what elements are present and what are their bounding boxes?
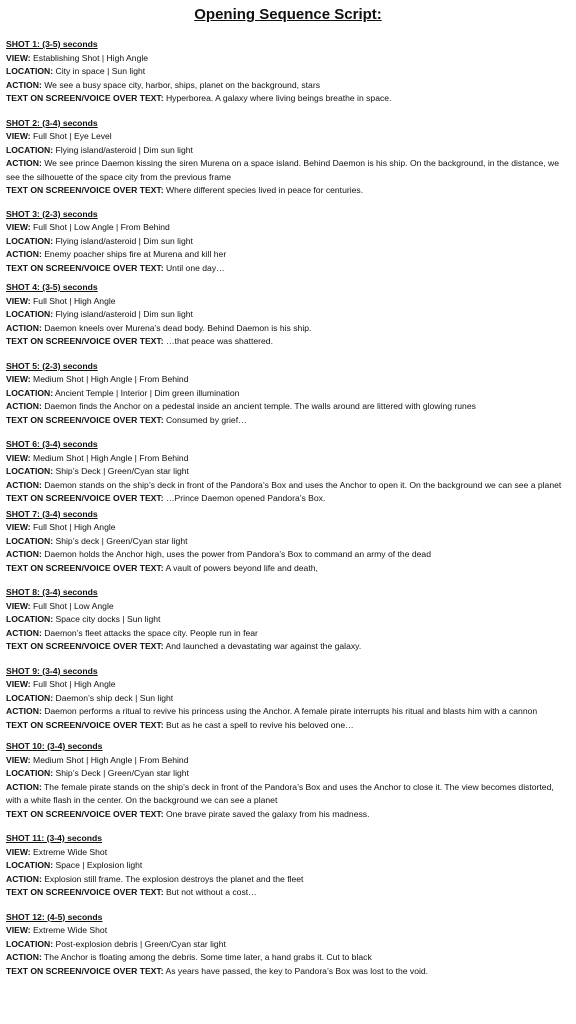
- shot-view-value: Medium Shot | High Angle | From Behind: [30, 754, 189, 765]
- shot-text-line: [6, 92, 570, 106]
- shot-location-label: LOCATION:: [6, 235, 54, 246]
- shot-location-line: [6, 613, 570, 627]
- shot-action-value: We see prince Daemon kissing the siren Murena on a space island. Behind Daemon is his ship. On the background, in the distance, we see the silhouette of the space city from the previous frame: [6, 158, 559, 182]
- shot-text-label: TEXT ON SCREEN/VOICE OVER TEXT:: [6, 185, 164, 195]
- document-title: Opening Sequence Script:: [194, 6, 382, 23]
- shot-text-label: TEXT ON SCREEN/VOICE OVER TEXT:: [6, 93, 164, 103]
- shot-action-value: Daemon holds the Anchor high, uses the power from Pandora’s Box to command an army of the dead: [41, 549, 431, 559]
- shot-view-label: VIEW:: [6, 754, 31, 765]
- shot-location-line: [6, 767, 570, 781]
- shot-view-line: [6, 373, 570, 387]
- shot-view-line: [6, 521, 570, 535]
- shot-action-line: [6, 627, 570, 641]
- shot-text-line: [6, 414, 570, 428]
- shot-location-value: Space | Explosion light: [53, 860, 143, 870]
- shot-location-value: Space city docks | Sun light: [53, 614, 161, 624]
- shot-action-line: [6, 548, 570, 562]
- shot-block: [6, 208, 570, 276]
- shot-view-value: Full Shot | Eye Level: [30, 131, 112, 141]
- shot-view-label: VIEW:: [6, 52, 31, 63]
- shot-view-line: [6, 295, 570, 309]
- shot-heading: SHOT 6: (3-4) seconds: [6, 439, 98, 449]
- shot-view-line: [6, 600, 570, 614]
- shot-action-value: Daemon performs a ritual to revive his princess using the Anchor. A female pirate interrupts his ritual and blasts him with a cannon: [41, 706, 538, 716]
- shot-location-line: [6, 859, 570, 873]
- shot-action-line: [6, 322, 570, 336]
- shot-heading: SHOT 4: (3-5) seconds: [6, 282, 98, 292]
- shot-action-line: [6, 248, 570, 262]
- shot-view-label: VIEW:: [6, 131, 31, 141]
- shot-location-line: [6, 144, 570, 158]
- shot-view-value: Full Shot | Low Angle: [30, 600, 114, 611]
- shot-location-label: LOCATION:: [6, 466, 54, 476]
- shot-text-value: …that peace was shattered.: [163, 336, 273, 346]
- shot-text-label: TEXT ON SCREEN/VOICE OVER TEXT:: [6, 493, 164, 503]
- shot-action-line: [6, 951, 570, 965]
- shot-location-line: [6, 308, 570, 322]
- shot-view-label: VIEW:: [6, 925, 31, 935]
- shot-text-value: Where different species lived in peace for centuries.: [163, 185, 364, 195]
- shot-text-value: But as he cast a spell to revive his beloved one…: [163, 719, 354, 730]
- shot-action-value: Daemon’s fleet attacks the space city. People run in fear: [41, 627, 258, 638]
- shot-action-value: The female pirate stands on the ship’s deck in front of the Pandora’s Box and uses the Anchor to close it. The view becomes distorted, with a white flash in the center. On the background we can see a planet: [6, 781, 554, 805]
- shot-block: [6, 911, 570, 979]
- shot-heading: SHOT 9: (3-4) seconds: [6, 665, 98, 676]
- shot-view-label: VIEW:: [6, 600, 31, 611]
- shot-location-line: [6, 465, 570, 479]
- shot-text-label: TEXT ON SCREEN/VOICE OVER TEXT:: [6, 641, 164, 651]
- shot-block: [6, 117, 570, 198]
- shot-text-line: [6, 184, 570, 198]
- shot-text-label: TEXT ON SCREEN/VOICE OVER TEXT:: [6, 262, 164, 273]
- shot-location-value: Daemon’s ship deck | Sun light: [53, 692, 174, 703]
- shot-view-label: VIEW:: [6, 679, 31, 689]
- shot-action-label: ACTION:: [6, 952, 42, 962]
- shot-text-value: Hyperborea. A galaxy where living beings breathe in space.: [163, 93, 392, 103]
- shot-view-line: [6, 678, 570, 692]
- shot-location-value: Flying island/asteroid | Dim sun light: [53, 144, 193, 155]
- shot-block: [6, 508, 570, 576]
- shot-location-line: [6, 387, 570, 401]
- shot-view-line: [6, 452, 570, 466]
- shot-text-value: And launched a devastating war against the galaxy.: [163, 641, 362, 651]
- shot-text-line: [6, 640, 570, 654]
- shot-view-line: [6, 221, 570, 235]
- shot-location-label: LOCATION:: [6, 860, 54, 870]
- shot-block: [6, 38, 570, 106]
- shot-action-label: ACTION:: [6, 158, 42, 168]
- shot-location-label: LOCATION:: [6, 535, 54, 546]
- shot-view-value: Full Shot | High Angle: [30, 522, 116, 532]
- shot-text-label: TEXT ON SCREEN/VOICE OVER TEXT:: [6, 336, 164, 346]
- shot-location-line: [6, 692, 570, 706]
- shot-location-label: LOCATION:: [6, 387, 54, 398]
- shot-text-value: One brave pirate saved the galaxy from his madness.: [163, 808, 370, 819]
- shot-heading: SHOT 7: (3-4) seconds: [6, 508, 98, 519]
- shot-view-label: VIEW:: [6, 295, 31, 306]
- shot-view-value: Extreme Wide Shot: [30, 925, 108, 935]
- shot-location-label: LOCATION:: [6, 938, 54, 949]
- shot-location-value: Ship’s deck | Green/Cyan star light: [53, 535, 188, 546]
- shot-action-line: [6, 400, 570, 414]
- shot-view-line: [6, 130, 570, 144]
- shot-location-value: Flying island/asteroid | Dim sun light: [53, 309, 193, 319]
- shot-location-value: Ancient Temple | Interior | Dim green illumination: [53, 387, 240, 398]
- shot-block: [6, 281, 570, 349]
- shot-heading: SHOT 10: (3-4) seconds: [6, 741, 103, 751]
- shot-action-label: ACTION:: [6, 781, 42, 792]
- shot-text-line: [6, 886, 570, 900]
- shot-text-value: Until one day…: [163, 262, 225, 273]
- shot-action-label: ACTION:: [6, 79, 42, 90]
- shot-action-label: ACTION:: [6, 549, 42, 559]
- shot-action-value: Enemy poacher ships fire at Murena and kill her: [41, 249, 227, 259]
- shot-heading: SHOT 12: (4-5) seconds: [6, 911, 103, 922]
- shot-view-label: VIEW:: [6, 222, 31, 232]
- shot-heading: SHOT 5: (2-3) seconds: [6, 360, 98, 371]
- shot-action-value: The Anchor is floating among the debris. Some time later, a hand grabs it. Cut to black: [41, 952, 372, 962]
- shot-location-line: [6, 535, 570, 549]
- shot-block: [6, 360, 570, 428]
- shot-text-line: [6, 335, 570, 349]
- shot-location-value: City in space | Sun light: [53, 66, 146, 76]
- shot-text-line: [6, 719, 570, 733]
- shot-block: [6, 665, 570, 733]
- shot-heading: SHOT 8: (3-4) seconds: [6, 587, 98, 597]
- shot-action-line: [6, 479, 570, 493]
- shot-view-value: Medium Shot | High Angle | From Behind: [30, 452, 189, 463]
- shot-location-label: LOCATION:: [6, 768, 54, 778]
- shot-block: [6, 740, 570, 821]
- shot-view-label: VIEW:: [6, 452, 31, 463]
- shot-view-value: Extreme Wide Shot: [30, 846, 108, 857]
- shot-text-label: TEXT ON SCREEN/VOICE OVER TEXT:: [6, 808, 164, 819]
- shot-view-line: [6, 924, 570, 938]
- shot-view-value: Full Shot | High Angle: [30, 679, 116, 689]
- shot-action-label: ACTION:: [6, 401, 42, 411]
- shot-heading: SHOT 1: (3-5) seconds: [6, 39, 98, 49]
- shot-text-line: [6, 262, 570, 276]
- shot-heading: SHOT 2: (3-4) seconds: [6, 117, 98, 128]
- shot-text-value: A vault of powers beyond life and death,: [163, 562, 318, 573]
- shot-heading: SHOT 3: (2-3) seconds: [6, 208, 98, 219]
- shot-block: [6, 586, 570, 654]
- shot-text-label: TEXT ON SCREEN/VOICE OVER TEXT:: [6, 562, 164, 573]
- shot-action-label: ACTION:: [6, 479, 42, 490]
- shot-text-label: TEXT ON SCREEN/VOICE OVER TEXT:: [6, 414, 164, 425]
- shot-action-value: We see a busy space city, harbor, ships, planet on the background, stars: [41, 79, 320, 90]
- shot-text-line: [6, 965, 570, 979]
- shot-view-value: Establishing Shot | High Angle: [30, 52, 149, 63]
- shot-view-label: VIEW:: [6, 846, 31, 857]
- shot-view-label: VIEW:: [6, 522, 31, 532]
- shot-text-label: TEXT ON SCREEN/VOICE OVER TEXT:: [6, 719, 164, 730]
- shot-location-line: [6, 65, 570, 79]
- shot-heading: SHOT 11: (3-4) seconds: [6, 833, 102, 843]
- shot-action-label: ACTION:: [6, 322, 42, 333]
- shot-view-value: Full Shot | High Angle: [30, 295, 116, 306]
- shot-text-value: Consumed by grief…: [163, 414, 247, 425]
- shot-text-value: …Prince Daemon opened Pandora’s Box.: [163, 493, 326, 503]
- shot-action-line: [6, 705, 570, 719]
- shot-location-value: Flying island/asteroid | Dim sun light: [53, 235, 193, 246]
- shot-location-label: LOCATION:: [6, 309, 54, 319]
- shot-action-value: Daemon finds the Anchor on a pedestal inside an ancient temple. The walls around are littered with glowing runes: [41, 401, 476, 411]
- shot-location-label: LOCATION:: [6, 614, 54, 624]
- shot-action-line: [6, 157, 570, 184]
- shot-location-value: Ship’s Deck | Green/Cyan star light: [53, 466, 189, 476]
- shot-view-line: [6, 754, 570, 768]
- shot-view-label: VIEW:: [6, 374, 31, 384]
- shot-action-line: [6, 873, 570, 887]
- shot-text-value: But not without a cost…: [163, 887, 257, 897]
- shot-location-label: LOCATION:: [6, 144, 54, 155]
- shot-location-line: [6, 938, 570, 952]
- shot-text-line: [6, 562, 570, 576]
- shot-view-line: [6, 846, 570, 860]
- shot-action-line: [6, 79, 570, 93]
- shot-text-line: [6, 492, 570, 506]
- shot-view-line: [6, 52, 570, 66]
- shot-action-label: ACTION:: [6, 873, 42, 884]
- shot-location-label: LOCATION:: [6, 66, 54, 76]
- shot-action-value: Explosion still frame. The explosion destroys the planet and the fleet: [41, 873, 304, 884]
- shot-location-value: Post-explosion debris | Green/Cyan star light: [53, 938, 226, 949]
- shot-view-value: Full Shot | Low Angle | From Behind: [30, 222, 170, 232]
- shot-text-line: [6, 808, 570, 822]
- shot-text-value: As years have passed, the key to Pandora’s Box was lost to the void.: [163, 965, 429, 976]
- shot-action-label: ACTION:: [6, 249, 42, 259]
- shot-action-value: Daemon kneels over Murena’s dead body. Behind Daemon is his ship.: [41, 322, 312, 333]
- shot-text-label: TEXT ON SCREEN/VOICE OVER TEXT:: [6, 965, 164, 976]
- shot-block: [6, 438, 570, 506]
- shot-action-label: ACTION:: [6, 706, 42, 716]
- shot-location-label: LOCATION:: [6, 692, 54, 703]
- shot-action-label: ACTION:: [6, 627, 42, 638]
- shot-list: [6, 38, 570, 978]
- shot-action-value: Daemon stands on the ship’s deck in front of the Pandora’s Box and uses the Anchor to open it. On the background we can see a planet: [41, 479, 562, 490]
- shot-view-value: Medium Shot | High Angle | From Behind: [30, 374, 189, 384]
- shot-location-value: Ship’s Deck | Green/Cyan star light: [53, 768, 189, 778]
- shot-block: [6, 832, 570, 900]
- shot-location-line: [6, 235, 570, 249]
- shot-action-line: [6, 781, 570, 808]
- shot-text-label: TEXT ON SCREEN/VOICE OVER TEXT:: [6, 887, 164, 897]
